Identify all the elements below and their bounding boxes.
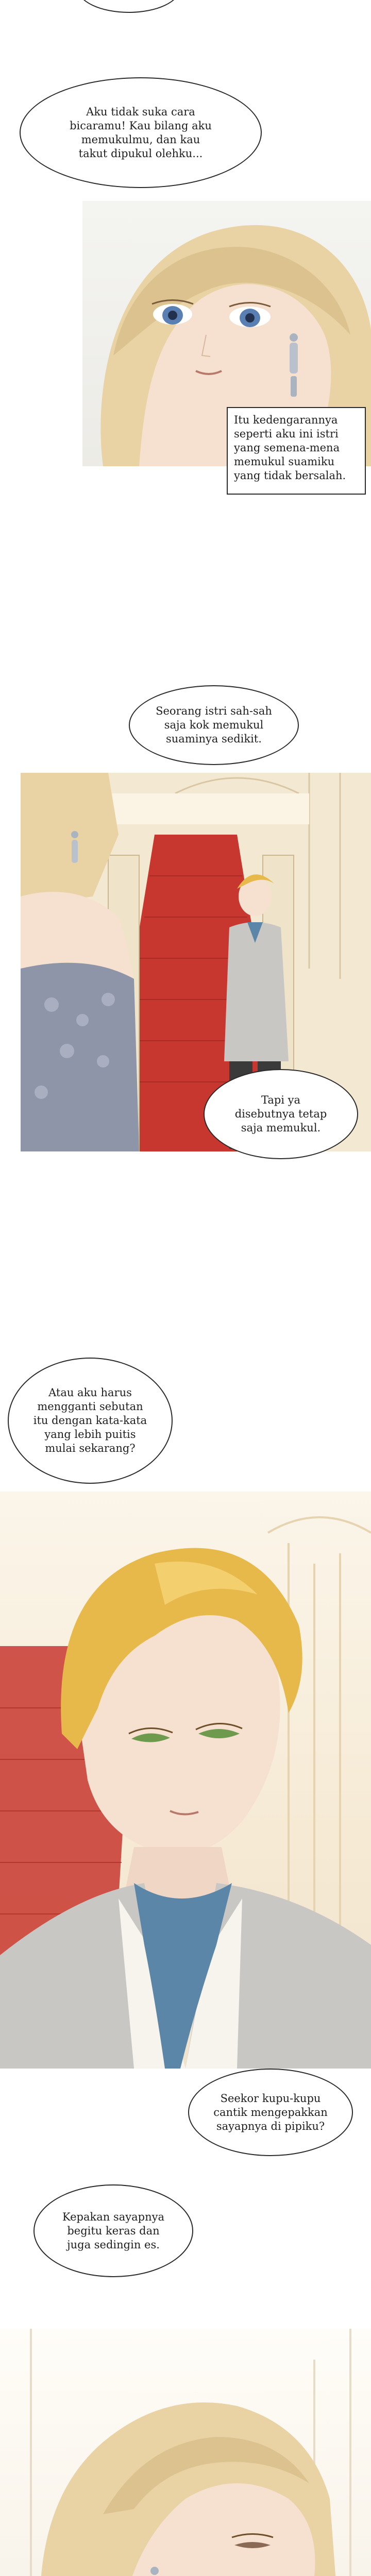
speech-bubble-6: Seekor kupu-kupu cantik mengepakkan sayapnya di pipiku? [188, 2069, 353, 2156]
speech-bubble-4: Tapi ya disebutnya tetap saja memukul. [204, 1069, 358, 1159]
panel-woman-profile [0, 2329, 371, 2576]
speech-bubble-3: Seorang istri sah-sah saja kok memukul suaminya sedikit. [129, 685, 299, 765]
man-portrait-illustration [0, 1492, 371, 2069]
speech-bubble-top-partial [77, 0, 180, 13]
panel-man-closeup [0, 1492, 371, 2069]
speech-bubble-5: Atau aku harus mengganti sebutan itu dengan kata-kata yang lebih puitis mulai sekarang? [8, 1358, 173, 1484]
speech-bubble-7: Kepakan sayapnya begitu keras dan juga sedingin es. [33, 2184, 193, 2277]
woman-profile-illustration [0, 2329, 371, 2576]
speech-bubble-1: Aku tidak suka cara bicaramu! Kau bilang aku memukulmu, dan kau takut dipukul olehku... [20, 77, 262, 188]
narration-box-2: Itu kedengarannya seperti aku ini istri yang semena-mena memukul suamiku yang tidak bersalah. [227, 407, 366, 495]
